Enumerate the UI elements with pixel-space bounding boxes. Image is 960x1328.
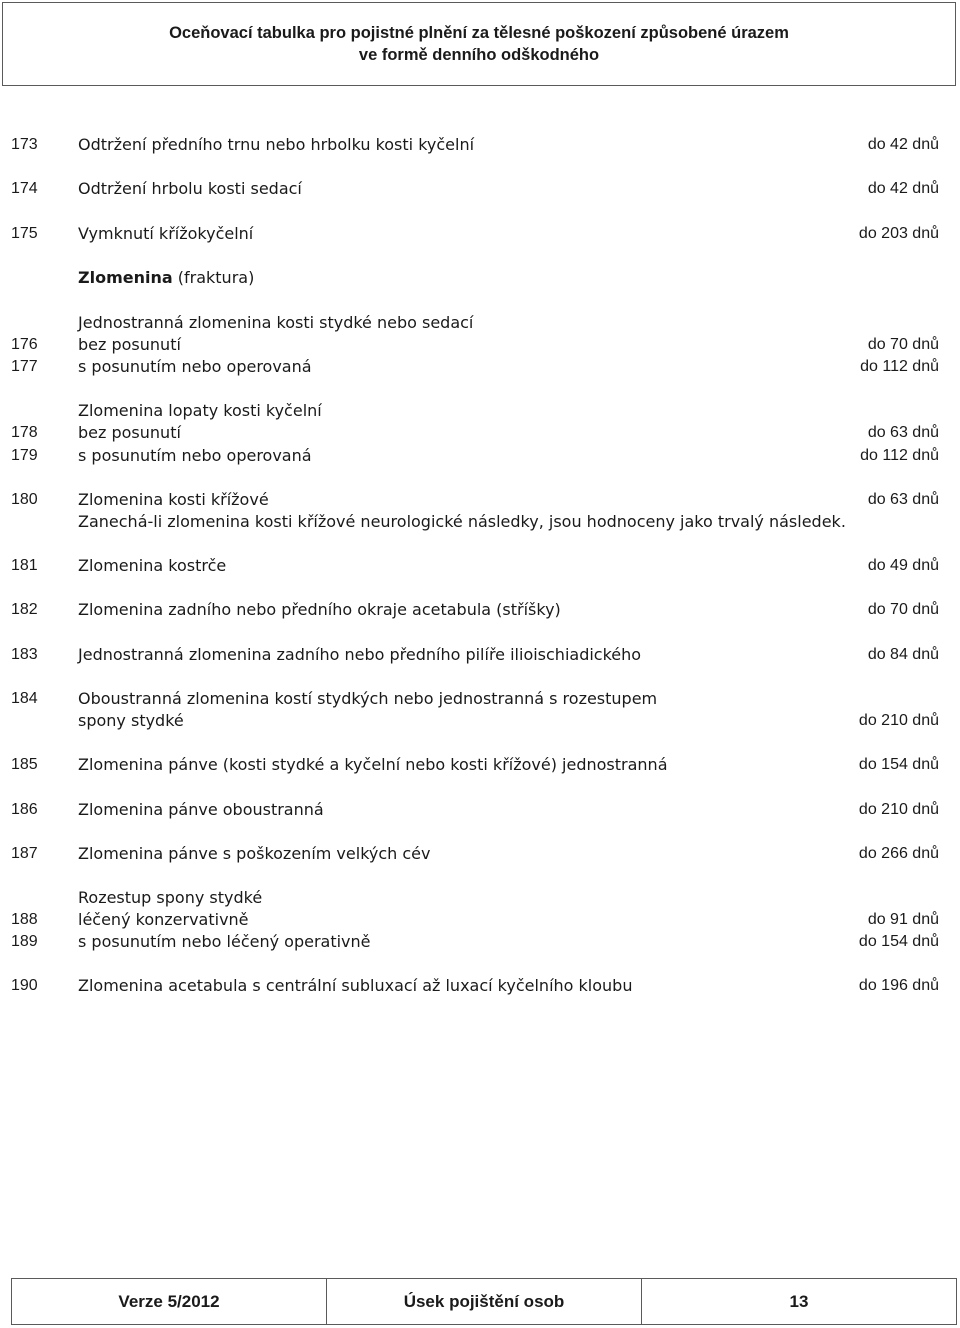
item-note	[0, 511, 960, 533]
item-number: 188	[11, 911, 38, 928]
item-duration: do 210 dnů	[858, 712, 939, 729]
item-duration: do 70 dnů	[867, 336, 939, 353]
section-heading-rest: (fraktura)	[172, 268, 255, 287]
group-heading-text: Jednostranná zlomenina kosti stydké nebo sedací	[78, 313, 474, 332]
item-duration: do 63 dnů	[867, 424, 939, 441]
group-heading	[0, 400, 960, 422]
item-duration: do 112 dnů	[860, 447, 939, 464]
item-duration: do 84 dnů	[867, 646, 939, 663]
item-duration: do 266 dnů	[858, 845, 939, 862]
group-heading-text: Rozestup spony stydké	[78, 888, 263, 907]
item-duration: do 154 dnů	[858, 756, 939, 773]
item-duration: do 49 dnů	[867, 557, 939, 574]
footer-department: Úsek pojištění osob	[326, 1279, 641, 1324]
section-heading-text	[78, 267, 254, 289]
table-row	[0, 334, 960, 356]
item-duration: do 154 dnů	[858, 933, 939, 950]
table-row	[0, 356, 960, 378]
item-number: 177	[11, 358, 38, 375]
item-number: 181	[11, 557, 38, 574]
item-description: Zlomenina zadního nebo předního okraje acetabula (stříšky)	[78, 600, 561, 619]
group-heading	[0, 887, 960, 909]
table-row	[0, 555, 960, 577]
item-description: s posunutím nebo operovaná	[78, 446, 312, 465]
table-row	[0, 931, 960, 953]
table-row	[0, 754, 960, 776]
item-description: Zlomenina pánve oboustranná	[78, 800, 324, 819]
item-description: Zlomenina kosti křížové	[78, 490, 269, 509]
item-description: Odtržení hrbolu kosti sedací	[78, 179, 302, 198]
table-row	[0, 445, 960, 467]
item-duration: do 112 dnů	[860, 358, 939, 375]
table-row	[0, 688, 960, 710]
footer-page-number: 13	[641, 1279, 956, 1324]
item-duration: do 63 dnů	[867, 491, 939, 508]
item-duration: do 42 dnů	[867, 136, 939, 153]
item-duration: do 210 dnů	[858, 801, 939, 818]
item-duration: do 196 dnů	[858, 977, 939, 994]
item-description: Odtržení předního trnu nebo hrbolku kosti kyčelní	[78, 135, 475, 154]
table-row	[0, 489, 960, 511]
item-description: bez posunutí	[78, 335, 181, 354]
table-row	[0, 134, 960, 156]
group-heading-text: Zlomenina lopaty kosti kyčelní	[78, 401, 322, 420]
item-duration: do 203 dnů	[858, 225, 939, 242]
item-description: Zlomenina pánve (kosti stydké a kyčelní nebo kosti křížové) jednostranná	[78, 755, 668, 774]
item-duration: do 91 dnů	[867, 911, 939, 928]
item-description: s posunutím nebo operovaná	[78, 357, 312, 376]
table-row	[0, 422, 960, 444]
section-heading-bold: Zlomenina	[78, 268, 173, 287]
table-row	[0, 223, 960, 245]
table-row	[0, 909, 960, 931]
header-title-line2: ve formě denního odškodného	[358, 46, 600, 64]
footer-version: Verze 5/2012	[118, 1291, 220, 1311]
item-description: bez posunutí	[78, 423, 181, 442]
item-description: Zlomenina kostrče	[78, 556, 227, 575]
item-number: 176	[11, 336, 38, 353]
table-row-continuation	[0, 710, 960, 732]
item-number: 185	[11, 756, 38, 773]
table-row	[0, 975, 960, 997]
item-description: Zlomenina acetabula s centrální subluxací až luxací kyčelního kloubu	[78, 976, 633, 995]
item-description: s posunutím nebo léčený operativně	[78, 932, 371, 951]
item-number: 179	[11, 447, 38, 464]
item-description: Oboustranná zlomenina kostí stydkých nebo jednostranná s rozestupem	[78, 689, 658, 708]
item-number: 186	[11, 801, 38, 818]
item-description: Vymknutí křížokyčelní	[78, 224, 254, 243]
item-description: spony stydké	[78, 711, 184, 730]
item-duration: do 42 dnů	[867, 180, 939, 197]
item-number: 178	[11, 424, 38, 441]
item-number: 182	[11, 601, 38, 618]
table-row	[0, 178, 960, 200]
item-number: 187	[11, 845, 38, 862]
item-number: 173	[11, 136, 38, 153]
item-number: 183	[11, 646, 38, 663]
section-heading	[0, 267, 960, 289]
item-note-text: Zanechá-li zlomenina kosti křížové neurologické následky, jsou hodnoceny jako trvalý následek.	[78, 512, 846, 531]
item-number: 180	[11, 491, 38, 508]
table-row	[0, 843, 960, 865]
item-number: 174	[11, 180, 38, 197]
item-number: 189	[11, 933, 38, 950]
document-header	[2, 2, 956, 86]
item-description: Zlomenina pánve s poškozením velkých cév	[78, 844, 431, 863]
group-heading	[0, 312, 960, 334]
item-number: 175	[11, 225, 38, 242]
item-duration: do 70 dnů	[867, 601, 939, 618]
document-footer	[11, 1278, 957, 1325]
table-row	[0, 599, 960, 621]
item-number: 190	[11, 977, 38, 994]
item-number: 184	[11, 690, 38, 707]
header-title-line1: Oceňovací tabulka pro pojistné plnění za tělesné poškození způsobené úrazem	[169, 24, 789, 42]
item-description: Jednostranná zlomenina zadního nebo předního pilíře ilioischiadického	[78, 645, 642, 664]
item-description: léčený konzervativně	[78, 910, 249, 929]
table-row	[0, 799, 960, 821]
table-row	[0, 644, 960, 666]
